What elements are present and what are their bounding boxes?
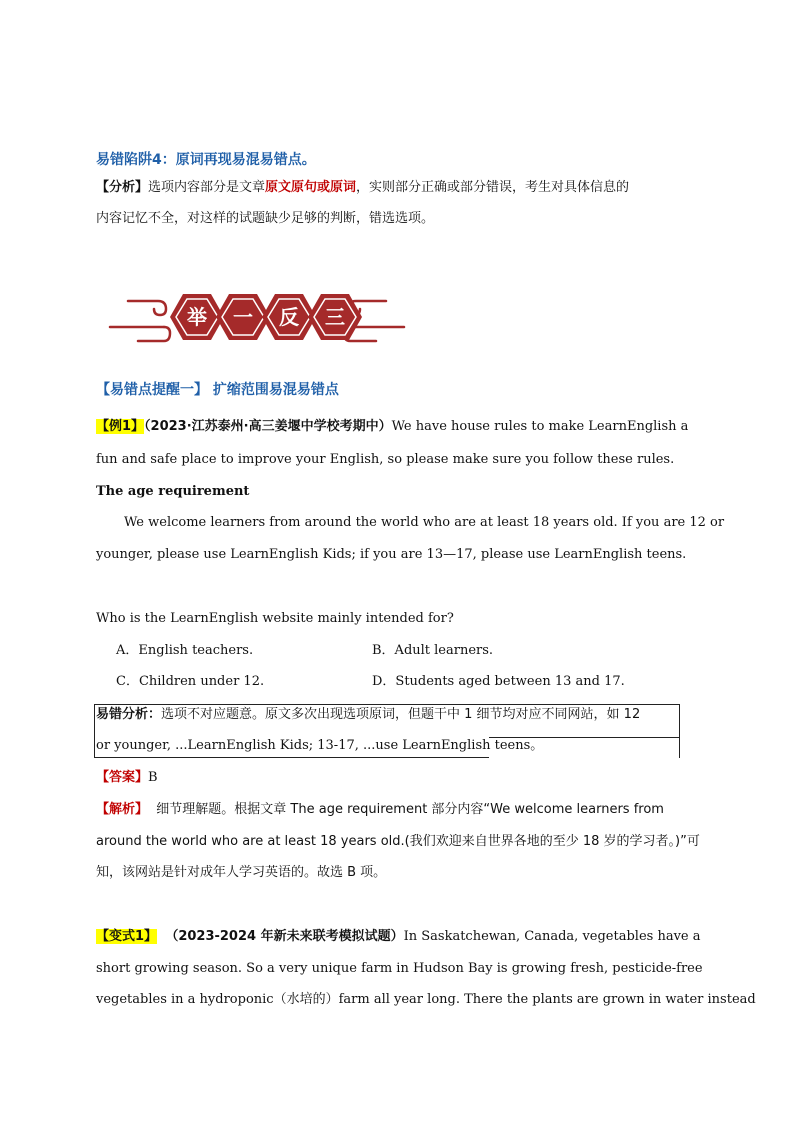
error-text-1: 选项不对应题意。原文多次出现选项原词，但题干中 1 细节均对应不同网站，如 12 [161, 707, 641, 722]
explain-line-2: around the world who are at least 18 years old.(我们欢迎来自世界各地的至少 18 岁的学习者。)”可 [96, 834, 700, 849]
banner-char-3: 反 [279, 305, 299, 329]
answer-tag: 【答案】 [96, 770, 149, 785]
option-c: C．Children under 12. [116, 674, 265, 689]
passage-para-2: younger, please use LearnEnglish Kids; if you are 13—17, please use LearnEnglish teens. [96, 547, 687, 562]
passage-para-1: We welcome learners from around the world who are at least 18 years old. If you are 12 or [124, 515, 725, 530]
error-line-1 [96, 706, 676, 724]
question-text: Who is the LearnEnglish website mainly intended for? [96, 611, 454, 626]
analysis-tag: 【分析】 [96, 180, 149, 195]
example1-line1-text: We have house rules to make LearnEnglish a [391, 419, 689, 434]
explain-line-1 [96, 801, 676, 819]
banner-left-ornament [110, 301, 170, 341]
banner-graphic [108, 289, 406, 345]
variant1-line-1 [96, 928, 701, 946]
explain-line-3: 知，该网站是针对成年人学习英语的。故选 B 项。 [96, 865, 387, 880]
banner-char-1: 举 [187, 305, 207, 329]
variant1-line-2: short growing season. So a very unique farm in Hudson Bay is growing fresh, pesticide-free [96, 961, 703, 976]
error-line-2: or younger, ...LearnEnglish Kids; 13-17, ...use LearnEnglish teens。 [96, 738, 544, 753]
explain-tag: 【解析】 [96, 802, 149, 817]
analysis-text-c: ，实则部分正确或部分错误，考生对具体信息的 [356, 180, 630, 195]
banner-char-2: 一 [233, 305, 253, 329]
banner-char-4: 三 [325, 305, 345, 329]
analysis-line-2: 内容记忆不全，对这样的试题缺少足够的判断，错选选项。 [96, 211, 435, 226]
example1-tag: 【例1】 [96, 419, 145, 434]
analysis-line-1 [96, 179, 676, 197]
example1-line-1 [96, 418, 689, 436]
section-title: 【易错点提醒一】 扩缩范围易混易错点 [96, 382, 339, 398]
variant1-source: （2023-2024 年新未来联考模拟试题） [165, 929, 404, 944]
variant1-tag: 【变式1】 [96, 929, 158, 944]
option-a: A．English teachers. [116, 643, 254, 658]
option-d: D．Students aged between 13 and 17. [372, 674, 625, 689]
variant1-line1-text: In Saskatchewan, Canada, vegetables have a [403, 929, 701, 944]
option-b: B．Adult learners. [372, 643, 494, 658]
explain-text-1: 细节理解题。根据文章 The age requirement 部分内容“We welcome learners from [156, 802, 664, 817]
variant1-line-3: vegetables in a hydroponic（水培的）farm all year long. There the plants are grown in water instead [96, 992, 756, 1007]
passage-heading: The age requirement [96, 484, 250, 499]
example1-line-2: fun and safe place to improve your English, so please make sure you follow these rules. [96, 452, 675, 467]
trap-title: 易错陷阱4：原词再现易混易错点。 [96, 152, 316, 168]
error-tag: 易错分析： [96, 707, 162, 722]
analysis-text-a: 选项内容部分是文章 [148, 180, 266, 195]
analysis-highlight: 原文原句或原词 [265, 180, 357, 195]
answer-line [96, 769, 676, 787]
example1-source: （2023·江苏泰州·高三姜堰中学校考期中） [144, 419, 392, 434]
answer-value: B [148, 770, 158, 785]
